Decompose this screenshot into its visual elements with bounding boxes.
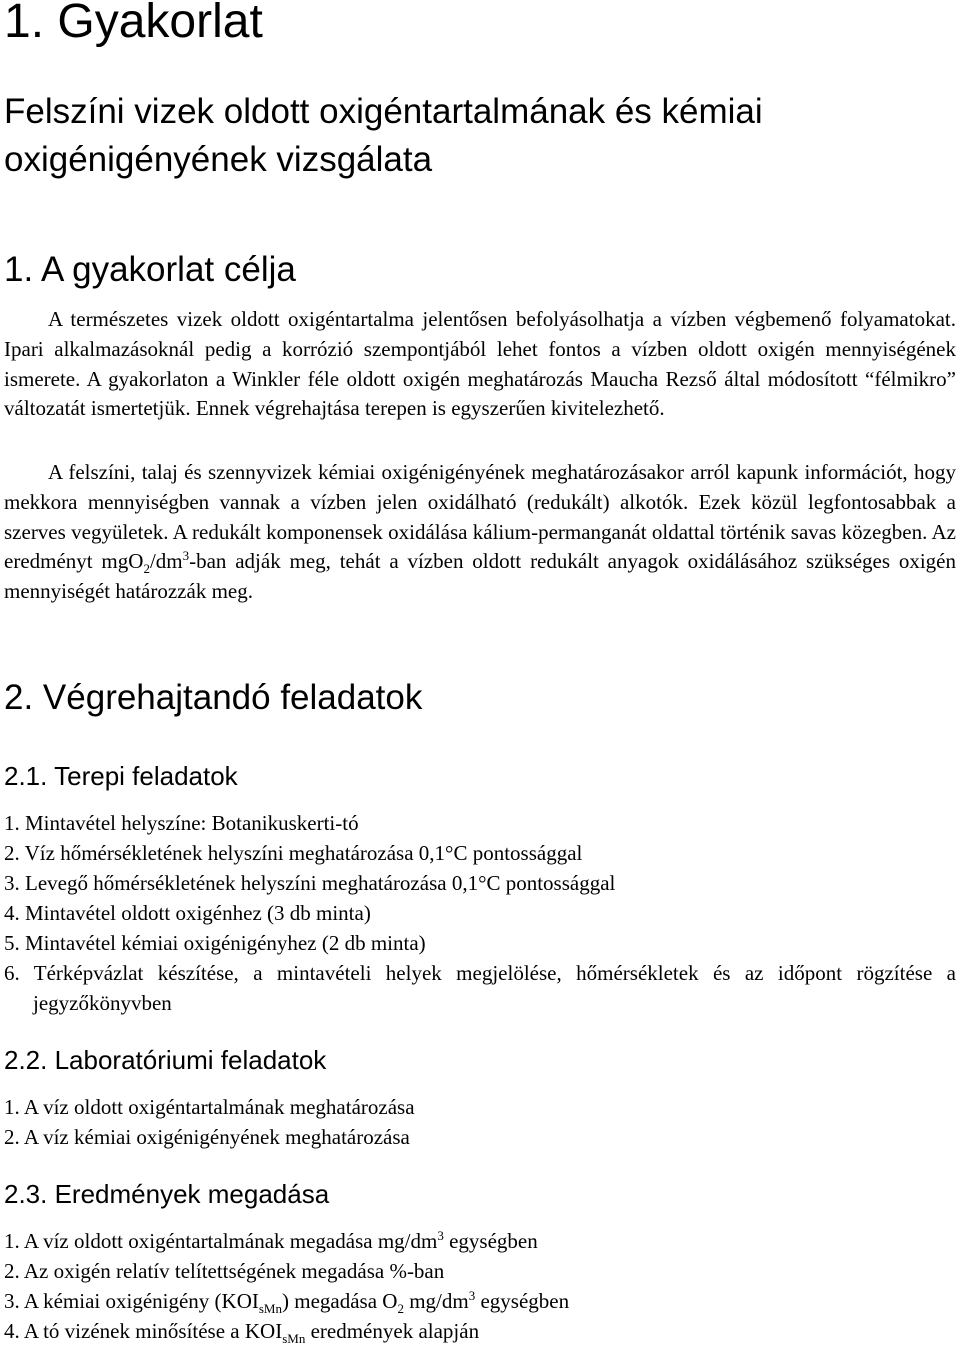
paragraph-text: /dm	[149, 549, 183, 574]
list-item: 2. A víz kémiai oxigénigényének meghatározása	[4, 1125, 410, 1149]
section-heading-goal: 1. A gyakorlat célja	[4, 250, 296, 289]
list-item: 5. Mintavétel kémiai oxigénigényhez (2 db minta)	[4, 931, 426, 955]
list-item: 2. Víz hőmérsékletének helyszíni meghatározása 0,1°C pontossággal	[4, 841, 583, 865]
list-item: 2. Az oxigén relatív telítettségének megadása %-ban	[4, 1259, 445, 1283]
subscript: sMn	[258, 1301, 282, 1317]
paragraph-text: -ban adják meg, tehát a vízben oldott redukált anyagok oxidálásához szükséges oxigén mennyiségét határozzák meg.	[4, 549, 957, 604]
document-subtitle	[4, 88, 763, 184]
superscript: 3	[437, 1228, 444, 1243]
subscript: 2	[143, 561, 150, 577]
list-item: 4. Mintavétel oldott oxigénhez (3 db minta)	[4, 901, 371, 925]
list-item: 6. Térképvázlat készítése, a mintavételi helyek megjelölése, hőmérsékletek és az időpont rögzítése a jegyzőkönyvben	[4, 961, 956, 1015]
paragraph-text: A felszíni, talaj és szennyvizek kémiai oxigénigényének meghatározásakor arról kapunk információt, hogy mekkora mennyiségben vannak a vízben jelen oxidálható (redukált) alkotók. Ezek közül legfontosabbak a szerves vegyületek. A redukált komponensek oxidálása kálium-permanganát oldattal történik savas közegben. Az eredményt mgO	[4, 460, 956, 574]
subsection-heading-lab: 2.2. Laboratóriumi feladatok	[4, 1045, 327, 1075]
subtitle-line-2: oxigénigényének vizsgálata	[4, 140, 433, 179]
subtitle-line-1: Felszíni vizek oldott oxigéntartalmának és kémiai	[4, 92, 763, 131]
subscript: 2	[397, 1301, 404, 1317]
list-item: 3. A kémiai oxigénigény $(KOI_{sMn})$ megadása $O_2$ $mg/dm^3$ egységben	[4, 1288, 570, 1317]
superscript: 3	[182, 548, 190, 564]
list-item: 1. A víz oldott oxigéntartalmának megadása $mg/dm^3$ egységben	[4, 1228, 538, 1253]
paragraph-dissolved-oxygen	[4, 305, 956, 424]
field-task-list	[4, 808, 956, 1018]
results-list	[4, 1226, 956, 1346]
lab-task-list	[4, 1092, 956, 1152]
section-heading-tasks: 2. Végrehajtandó feladatok	[4, 678, 423, 717]
page-title: 1. Gyakorlat	[4, 0, 263, 48]
superscript: 3	[468, 1288, 476, 1303]
list-item: 1. A víz oldott oxigéntartalmának meghatározása	[4, 1095, 415, 1119]
list-item: 3. Levegő hőmérsékletének helyszíni meghatározása 0,1°C pontossággal	[4, 871, 616, 895]
list-item: 4. A tó vizének minősítése a $KOI_{sMn}$ eredmények alapján	[4, 1319, 480, 1347]
paragraph-text: A természetes vizek oldott oxigéntartalma jelentősen befolyásolhatja a vízben végbemenő folyamatokat. Ipari alkalmazásoknál pedig a korrózió szempontjából lehet fontos a vízben oldott oxigén mennyiségének ismerete. A gyakorlaton a Winkler féle oldott oxigén meghatározás Maucha Rezső által módosított “félmikro” változatát ismertetjük. Ennek végrehajtása terepen is egyszerűen kivitelezhető.	[4, 307, 956, 421]
list-item: 1. Mintavétel helyszíne: Botanikuskerti-tó	[4, 811, 359, 835]
subsection-heading-results: 2.3. Eredmények megadása	[4, 1179, 330, 1209]
subscript: sMn	[282, 1331, 306, 1347]
paragraph-chemical-oxygen-demand	[4, 458, 956, 607]
subsection-heading-field: 2.1. Terepi feladatok	[4, 761, 238, 791]
